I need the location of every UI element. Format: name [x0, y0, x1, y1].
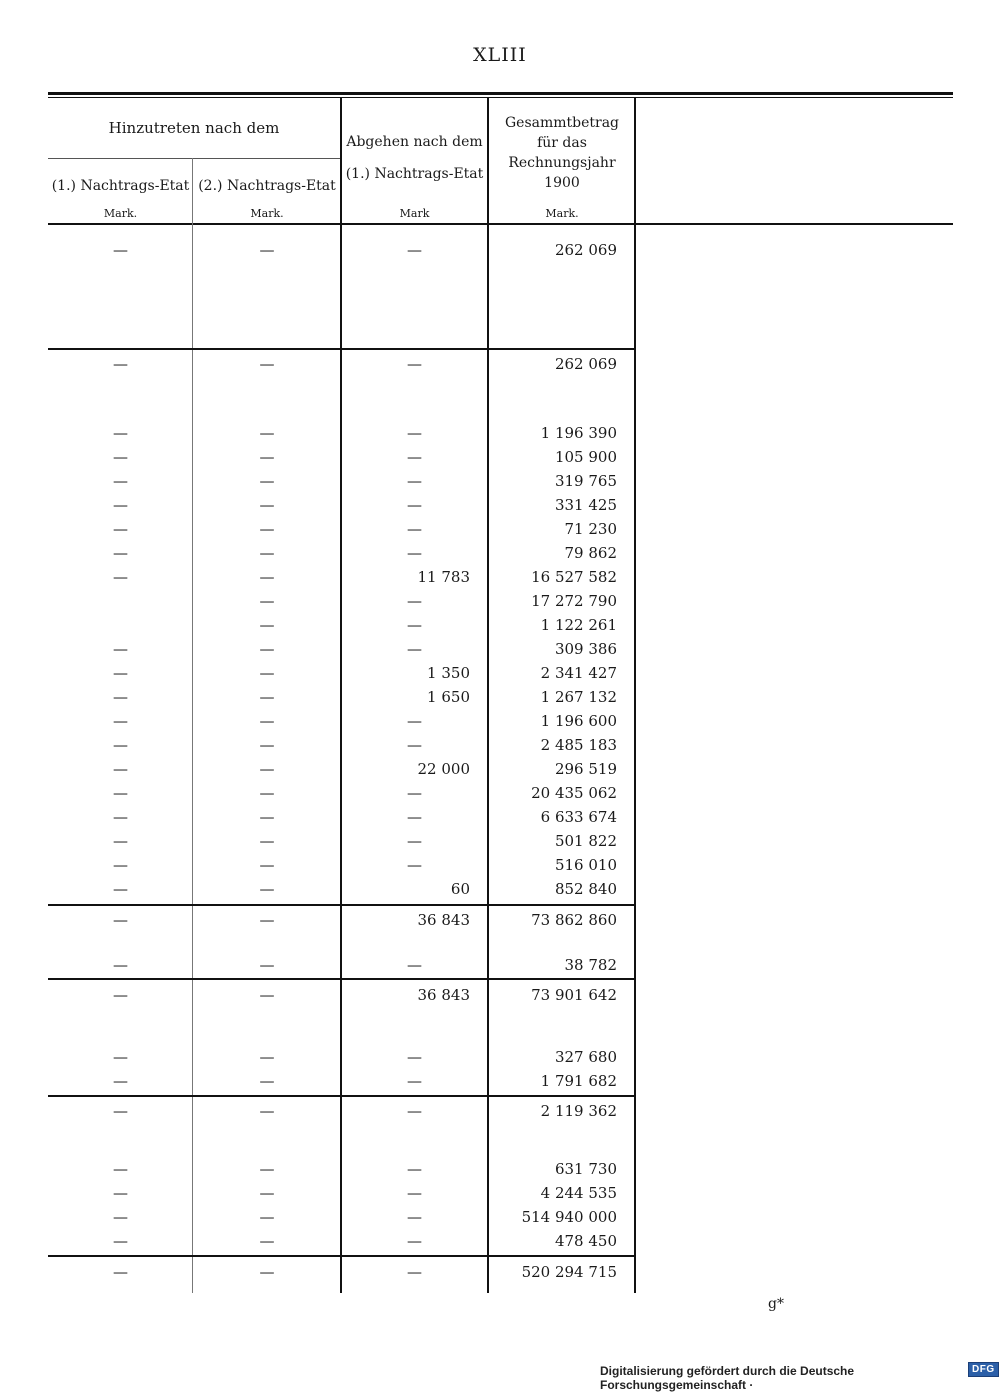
total-cell: 71 230 — [564, 520, 617, 538]
total-cell: 2 341 427 — [540, 664, 617, 682]
table-cell: — — [259, 760, 275, 778]
table-cell: — — [407, 736, 422, 754]
total-cell: 631 730 — [554, 1160, 617, 1178]
table-cell: — — [407, 856, 422, 874]
table-cell: 36 843 — [417, 986, 470, 1004]
table-cell: — — [113, 1048, 128, 1066]
table-cell: — — [259, 544, 275, 562]
total-cell: 17 272 790 — [531, 592, 617, 610]
table-cell: — — [113, 688, 128, 706]
table-cell: — — [113, 880, 128, 898]
section-rule-5 — [48, 1255, 635, 1257]
table-cell: — — [113, 520, 128, 538]
dfg-logo: DFG — [968, 1362, 999, 1377]
top-rule-thin — [48, 97, 953, 98]
table-cell: — — [259, 355, 275, 373]
table-cell: — — [259, 1232, 275, 1250]
table-cell: — — [407, 448, 422, 466]
section-rule-4 — [48, 1095, 635, 1097]
header-abgehen: Abgehen nach dem — [346, 134, 483, 150]
table-cell: — — [407, 1184, 422, 1202]
table-cell: — — [113, 911, 128, 929]
table-cell: — — [407, 712, 422, 730]
table-cell: — — [259, 880, 275, 898]
table-cell: — — [407, 1208, 422, 1226]
total-cell: 1 196 390 — [540, 424, 617, 442]
table-cell: — — [259, 784, 275, 802]
unit-col4: Mark. — [545, 207, 579, 220]
total-cell: 852 840 — [554, 880, 617, 898]
unit-col1: Mark. — [103, 207, 138, 220]
table-cell: — — [259, 911, 275, 929]
table-cell: — — [259, 856, 275, 874]
table-cell: — — [113, 832, 128, 850]
table-cell: — — [259, 448, 275, 466]
table-cell: — — [113, 355, 128, 373]
table-cell: — — [259, 568, 275, 586]
unit-col2: Mark. — [250, 207, 284, 220]
table-cell: — — [407, 520, 422, 538]
table-cell: — — [407, 496, 422, 514]
total-cell: 309 386 — [554, 640, 617, 658]
table-cell: — — [113, 1208, 128, 1226]
total-cell: 327 680 — [554, 1048, 617, 1066]
table-cell: — — [259, 424, 275, 442]
table-cell: — — [113, 640, 128, 658]
total-cell: 262 069 — [554, 355, 617, 373]
header-bottom-rule — [48, 223, 953, 225]
column-divider-4 — [634, 98, 636, 1293]
table-cell: — — [259, 496, 275, 514]
table-cell: — — [113, 1160, 128, 1178]
total-cell: 20 435 062 — [531, 784, 617, 802]
total-cell: 331 425 — [554, 496, 617, 514]
table-cell: — — [113, 568, 128, 586]
table-cell: — — [113, 956, 128, 974]
table-cell: — — [407, 544, 422, 562]
total-cell: 516 010 — [554, 856, 617, 874]
total-cell: 1 196 600 — [540, 712, 617, 730]
table-cell: — — [407, 616, 422, 634]
table-cell: — — [113, 448, 128, 466]
table-cell: — — [113, 472, 128, 490]
total-cell: 296 519 — [554, 760, 617, 778]
table-cell: — — [407, 1102, 422, 1120]
header-col1: (1.) Nachtrags-Etat — [51, 178, 190, 194]
table-cell: — — [113, 1184, 128, 1202]
table-cell: — — [259, 1160, 275, 1178]
table-cell: — — [407, 472, 422, 490]
table-cell: 1 650 — [427, 688, 470, 706]
table-cell: — — [113, 760, 128, 778]
total-cell: 73 862 860 — [531, 911, 617, 929]
table-cell: — — [407, 784, 422, 802]
table-cell: — — [259, 808, 275, 826]
table-cell: — — [259, 956, 275, 974]
total-cell: 1 791 682 — [540, 1072, 617, 1090]
table-cell: — — [113, 986, 128, 1004]
total-cell: 1 122 261 — [540, 616, 617, 634]
table-cell: 22 000 — [417, 760, 470, 778]
table-cell: — — [259, 688, 275, 706]
footnote-mark: g* — [768, 1296, 784, 1312]
total-cell: 73 901 642 — [531, 986, 617, 1004]
header-gesamt-3: Rechnungsjahr — [508, 155, 616, 171]
table-cell: — — [407, 1160, 422, 1178]
table-cell: — — [259, 592, 275, 610]
table-cell: — — [259, 1263, 275, 1281]
header-gesamt-2: für das — [537, 135, 587, 151]
table-cell: — — [407, 241, 422, 259]
total-cell: 16 527 582 — [531, 568, 617, 586]
table-cell: — — [407, 424, 422, 442]
header-subdivider — [48, 158, 340, 159]
table-cell: — — [259, 640, 275, 658]
header-hinzutreten: Hinzutreten nach dem — [108, 119, 280, 137]
total-cell: 4 244 535 — [540, 1184, 617, 1202]
table-cell: — — [113, 241, 128, 259]
total-cell: 1 267 132 — [540, 688, 617, 706]
table-cell: — — [113, 736, 128, 754]
table-cell: — — [407, 956, 422, 974]
top-rule — [48, 92, 953, 95]
table-cell: — — [259, 986, 275, 1004]
header-col3: (1.) Nachtrags-Etat — [345, 166, 484, 182]
page-number: XLIII — [473, 44, 527, 66]
table-cell: — — [259, 736, 275, 754]
footer-credit: Digitalisierung gefördert durch die Deutsche Forschungsgemeinschaft · — [600, 1364, 855, 1392]
table-cell: 11 783 — [417, 568, 470, 586]
total-cell: 262 069 — [554, 241, 617, 259]
table-cell: — — [407, 808, 422, 826]
table-cell: 1 350 — [427, 664, 470, 682]
total-cell: 105 900 — [554, 448, 617, 466]
table-cell: 60 — [450, 880, 470, 898]
total-cell: 514 940 000 — [521, 1208, 617, 1226]
table-cell: — — [113, 856, 128, 874]
table-cell: — — [113, 808, 128, 826]
header-col2: (2.) Nachtrags-Etat — [198, 178, 336, 194]
table-cell: — — [259, 712, 275, 730]
table-cell: — — [113, 496, 128, 514]
table-cell: — — [259, 1048, 275, 1066]
header-gesamt-4: 1900 — [544, 175, 580, 191]
total-cell: 6 633 674 — [540, 808, 617, 826]
header-gesamt-1: Gesammtbetrag — [504, 115, 620, 131]
unit-col3: Mark — [399, 207, 430, 220]
table-cell: — — [113, 544, 128, 562]
table-cell: — — [259, 1184, 275, 1202]
table-cell: — — [259, 1072, 275, 1090]
section-rule-1 — [48, 348, 635, 350]
table-cell: — — [259, 1208, 275, 1226]
total-cell: 319 765 — [554, 472, 617, 490]
section-rule-2 — [48, 904, 635, 906]
table-cell: — — [113, 664, 128, 682]
table-cell: — — [113, 1232, 128, 1250]
table-cell: — — [113, 1263, 128, 1281]
total-cell: 478 450 — [554, 1232, 617, 1250]
table-cell: — — [259, 616, 275, 634]
total-cell: 38 782 — [564, 956, 617, 974]
table-cell: — — [113, 784, 128, 802]
total-cell: 79 862 — [564, 544, 617, 562]
table-cell: — — [407, 1263, 422, 1281]
total-cell: 2 119 362 — [540, 1102, 617, 1120]
table-cell: — — [259, 472, 275, 490]
total-cell: 520 294 715 — [521, 1263, 617, 1281]
table-cell: — — [259, 241, 275, 259]
table-cell: — — [113, 712, 128, 730]
table-cell: — — [113, 424, 128, 442]
total-cell: 501 822 — [554, 832, 617, 850]
table-cell: — — [259, 832, 275, 850]
table-cell: — — [259, 664, 275, 682]
table-cell: — — [113, 1102, 128, 1120]
table-cell: — — [259, 520, 275, 538]
table-cell: — — [407, 355, 422, 373]
section-rule-3 — [48, 978, 635, 980]
table-cell: 36 843 — [417, 911, 470, 929]
table-cell: — — [113, 1072, 128, 1090]
table-cell: — — [259, 1102, 275, 1120]
table-cell: — — [407, 1072, 422, 1090]
table-cell: — — [407, 1232, 422, 1250]
table-cell: — — [407, 832, 422, 850]
total-cell: 2 485 183 — [540, 736, 617, 754]
table-cell: — — [407, 1048, 422, 1066]
table-cell: — — [407, 640, 422, 658]
table-cell: — — [407, 592, 422, 610]
